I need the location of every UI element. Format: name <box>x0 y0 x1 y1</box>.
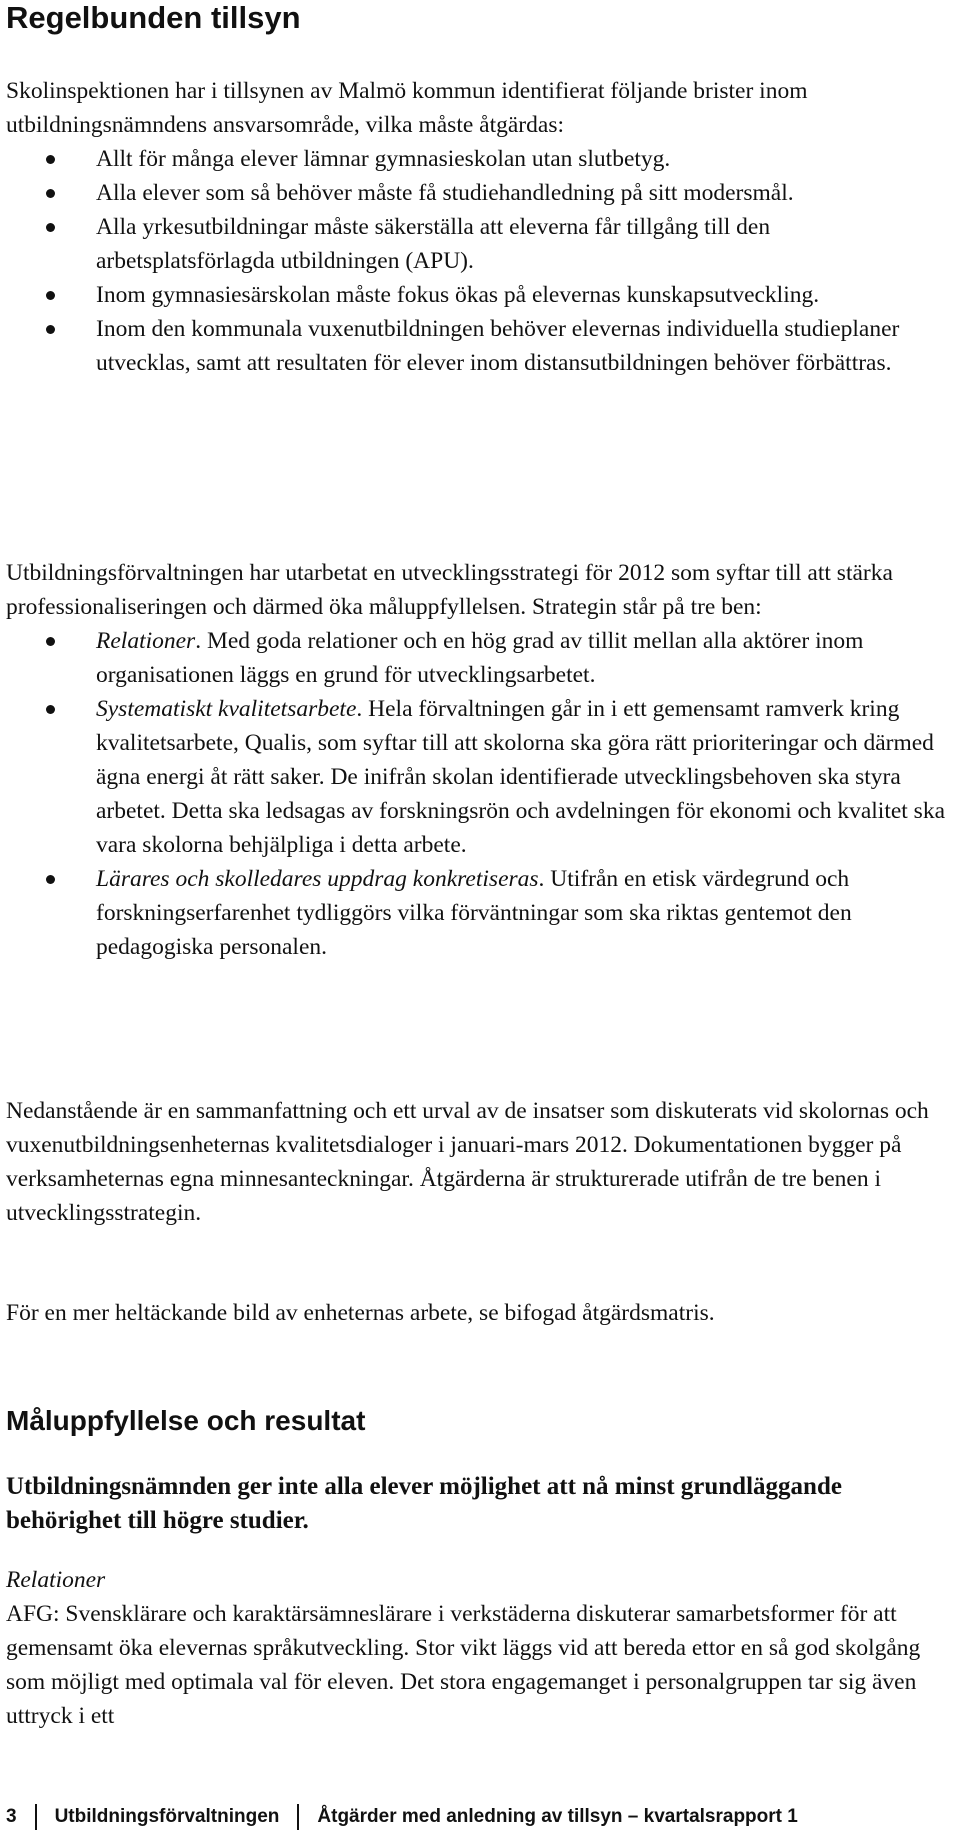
sub-label <box>6 1563 954 1597</box>
pillar-text: . Hela förvaltningen går in i ett gemensamt ramverk kring kvalitetsarbete, Qualis, som syftar till att skolorna ska göra rätt prioriteringar och därmed ägna energi åt rätt saker. De inifrån skolan identifierade utvecklingsbehoven ska styra arbetet. Detta ska ledsagas av forskningsrön och avdelningen för ekonomi och kvalitet ska vara skolorna behjälpliga i detta arbete. <box>96 696 946 858</box>
pillar-text: . Utifrån en etisk värdegrund och forskningserfarenhet tydliggörs vilka förväntningar som ska riktas gentemot den pedagogiska personalen. <box>96 866 852 960</box>
list-item <box>6 862 954 964</box>
pillar-title: Relationer <box>96 628 196 654</box>
list-item <box>6 210 954 278</box>
sub-label-text: Relationer <box>6 1567 106 1593</box>
pillar-title: Lärares och skolledares uppdrag konkretiseras <box>96 866 539 892</box>
finding-paragraph: Utbildningsnämnden ger inte alla elever möjlighet att nå minst grundläggande behörighet till högre studier. <box>6 1473 842 1534</box>
strategy-intro-paragraph: Utbildningsförvaltningen har utarbetat en utvecklingsstrategi för 2012 som syftar till att stärka professionaliseringen och därmed öka måluppfyllelsen. Strategin står på tre ben: <box>6 560 893 620</box>
footer-divider <box>35 1804 37 1830</box>
reference-block <box>6 1296 954 1330</box>
list-item-text: Allt för många elever lämnar gymnasieskolan utan slutbetyg. <box>96 146 671 172</box>
list-item <box>6 176 954 210</box>
list-item-text: Alla elever som så behöver måste få studiehandledning på sitt modersmål. <box>96 180 794 206</box>
bullet-icon <box>46 223 55 232</box>
list-item-text: Inom gymnasiesärskolan måste fokus ökas på elevernas kunskapsutveckling. <box>96 282 820 308</box>
finding-block <box>6 1470 954 1538</box>
bullet-icon <box>46 875 55 884</box>
afg-paragraph: AFG: Svensklärare och karaktärsämneslärare i verkstäderna diskuterar samarbetsformer för att gemensamt öka elevernas språkutveckling. Stor vikt läggs vid att bereda ettor en så god skolgång som möjligt med optimala val för eleven. Det stora engagemanget i personalgruppen tar sig även uttryck i ett <box>6 1601 921 1729</box>
list-item-text: Alla yrkesutbildningar måste säkerställa att eleverna får tillgång till den arbetsplatsförlagda utbildningen (APU). <box>96 214 771 274</box>
bullet-icon <box>46 155 55 164</box>
intro-paragraph: Skolinspektionen har i tillsynen av Malmö kommun identifierat följande brister inom utbildningsnämndens ansvarsområde, vilka måste åtgärdas: <box>6 78 808 138</box>
list-item <box>6 142 954 176</box>
list-item <box>6 692 954 862</box>
bullet-icon <box>46 291 55 300</box>
list-item <box>6 312 954 380</box>
pillar-text: . Med goda relationer och en hög grad av tillit mellan alla aktörer inom organisationen läggs en grund för utvecklingsarbetet. <box>96 628 864 688</box>
list-item <box>6 624 954 692</box>
page-number: 3 <box>6 1806 17 1827</box>
footer-divider <box>297 1804 299 1830</box>
heading-regelbunden-tillsyn: Regelbunden tillsyn <box>6 0 301 35</box>
deficiency-list <box>6 142 954 380</box>
heading2-block <box>6 1404 954 1438</box>
bullet-icon <box>46 637 55 646</box>
bullet-icon <box>46 705 55 714</box>
page-footer <box>6 1800 954 1834</box>
footer-org: Utbildningsförvaltningen <box>54 1806 280 1827</box>
pillar-list <box>6 624 954 964</box>
footer-doc-title: Åtgärder med anledning av tillsyn – kvartalsrapport 1 <box>317 1806 798 1827</box>
strategy-block <box>6 556 954 964</box>
list-item <box>6 278 954 312</box>
reference-paragraph: För en mer heltäckande bild av enheternas arbete, se bifogad åtgärdsmatris. <box>6 1300 715 1326</box>
bullet-icon <box>46 325 55 334</box>
summary-block <box>6 1094 954 1230</box>
list-item-text: Inom den kommunala vuxenutbildningen behöver elevernas individuella studieplaner utvecklas, samt att resultaten för elever inom distansutbildningen behöver förbättras. <box>96 316 900 376</box>
summary-paragraph: Nedanstående är en sammanfattning och ett urval av de insatser som diskuterats vid skolornas och vuxenutbildningsenheternas kvalitetsdialoger i januari-mars 2012. Dokumentationen bygger på verksamheternas egna minnesanteckningar. Åtgärderna är strukturerade utifrån de tre benen i utvecklingsstrategin. <box>6 1098 929 1226</box>
intro-block <box>6 74 954 380</box>
relationer-block <box>6 1563 954 1733</box>
pillar-title: Systematiskt kvalitetsarbete <box>96 696 357 722</box>
bullet-icon <box>46 189 55 198</box>
heading-maluppfyllelse: Måluppfyllelse och resultat <box>6 1405 366 1436</box>
